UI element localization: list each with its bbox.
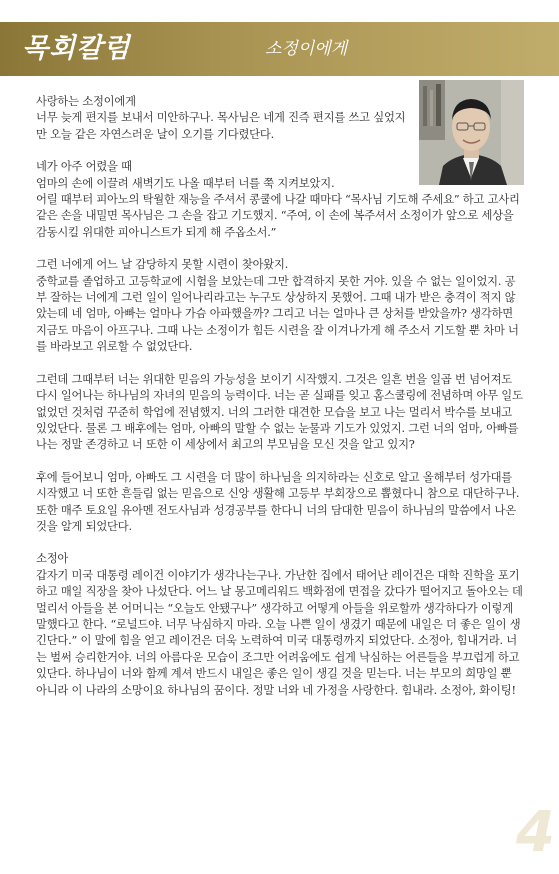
column-header	[0, 22, 559, 76]
paragraph-lead: 네가 아주 어렸을 때	[36, 160, 132, 174]
paragraph	[36, 159, 524, 241]
page-number: 4	[516, 800, 555, 865]
paragraph	[36, 94, 524, 143]
paragraph	[36, 257, 524, 355]
paragraph	[36, 470, 524, 536]
paragraph	[36, 551, 524, 699]
salutation: 사랑하는 소정이에게	[36, 95, 136, 108]
paragraph-text: 중학교를 졸업하고 고등학교에 시험을 보았는데 그만 합격하지 못한 거야. 있을 수 없는 일이었지. 공부 잘하는 너에게 그런 일이 일어나리라고는 누구도 상상하지 못했어. 그때 내가 받은 충격이 적지 않았는데 네 엄마, 아빠는 얼마나 가슴 아파했을까? 그리고 너는 얼마나 큰 상처를 받았을까? 생각하면 지금도 마음이 아프구나. 그때 나는 소정이가 힘든 시련을 잘 이겨나가게 해 주소서 기도할 뿐 차마 너를 바라보고 위로할 수 없었단다.	[36, 274, 519, 354]
paragraph-text: 엄마의 손에 이끌려 새벽기도 나올 때부터 너를 쭉 지켜보았지.	[36, 176, 335, 190]
paragraph-text: 후에 들어보니 엄마, 아빠도 그 시련을 더 많이 하나님을 의지하라는 신호로 알고 올해부터 성가대를 시작했고 너 또한 흔들림 없는 믿음으로 신앙 생활해 고등부 부회장으로 뽑혔다니 참으로 대단하구나. 또한 매주 토요일 유아멘 전도사님과 성경공부를 한다니 너의 담대한 믿음이 하나님의 말씀에서 나온 것을 알게 되었단다.	[36, 470, 520, 533]
paragraph	[36, 372, 524, 454]
paragraph-text: 갑자기 미국 대통령 레이건 이야기가 생각나는구나. 가난한 집에서 태어난 레이건은 대학 진학을 포기하고 매일 직장을 찾아 나섰단다. 어느 날 몽고메리워드 백화점에 면접을 갔다가 떨어지고 돌아오는 데 멀리서 아들을 본 어머니는 “오늘도 안됐구나” 생각하고 어떻게 아들을 위로할까 생각하다가 이렇게 말했다고 한다. “로널드야. 너무 낙심하지 마라. 오늘 나쁜 일이 생겼기 때문에 내일은 더 좋은 일이 생긴단다.” 이 말에 힘을 얻고 레이건은 더욱 노력하여 미국 대통령까지 되었단다. 소정아, 힘내거라. 너는 벌써 승리한거야. 너의 아름다운 모습이 조그만 어려움에도 쉽게 낙심하는 어른들을 부끄럽게 하고 있단다. 하나님이 너와 함께 계셔 반드시 내일은 좋은 일이 생길 것을 믿는다. 너는 부모의 희망일 뿐 아니라 이 나라의 소망이요 하나님의 꿈이다. 정말 너와 네 가정을 사랑한다. 힘내라. 소정아, 화이팅!	[36, 568, 523, 697]
column-subtitle: 소정이에게	[265, 39, 348, 59]
paragraph-lead: 소정아	[36, 552, 69, 566]
paragraph-text: 어릴 때부터 피아노의 탁월한 재능을 주셔서 콩쿨에 나갈 때마다 “목사님 기도해 주세요” 하고 고사리 같은 손을 내밀면 목사님은 그 손을 잡고 기도했지. “주여, 이 손에 복주셔서 소정이가 앞으로 세상을 감동시킬 위대한 피아니스트가 되게 해 주옵소서.”	[36, 193, 520, 239]
paragraph-text: 너무 늦게 편지를 보내서 미안하구나. 목사님은 네게 진즉 편지를 쓰고 싶었지만 오늘 같은 자연스러운 날이 오기를 기다렸단다.	[36, 111, 406, 141]
column-body	[36, 94, 524, 715]
paragraph-lead: 그런 너에게 어느 날 감당하지 못할 시련이 찾아왔지.	[36, 258, 289, 272]
paragraph-text: 그런데 그때부터 너는 위대한 믿음의 가능성을 보이기 시작했지. 그것은 일흔 번을 일곱 번 넘어져도 다시 일어나는 하나님의 자녀의 믿음의 능력이다. 너는 곧 실패를 잊고 홈스쿨링에 전념하며 아무 일도 없었던 것처럼 꾸준히 학업에 전념했지. 너의 그러한 대견한 모습을 보고 나는 멀리서 박수를 보내고 있었단다. 물론 그 배후에는 엄마, 아빠의 말할 수 없는 눈물과 기도가 있었지. 그런 너의 엄마, 아빠를 나는 정말 존경하고 너 또한 이 세상에서 최고의 부모님을 모신 것을 알고 있지?	[36, 372, 523, 452]
column-title: 목회칼럼	[22, 33, 131, 64]
